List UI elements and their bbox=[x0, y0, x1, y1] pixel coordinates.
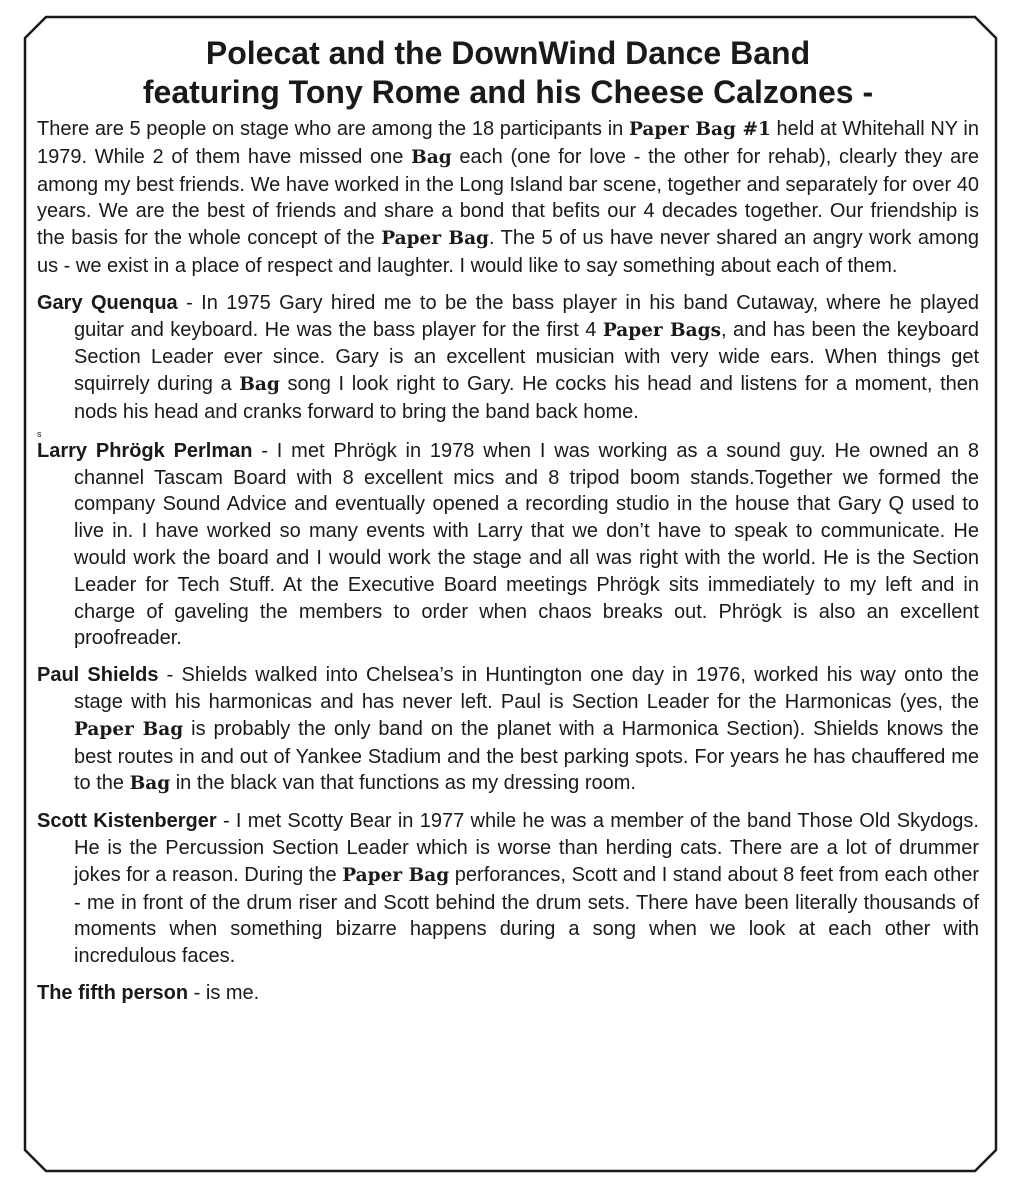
entry-text: - I met Scotty Bear in 1977 while he was a member of the band Those Old Skydogs. He is the Percussion Section Leader which is worse than herding cats. There are a lot of drummer jokes for a reason. During the bbox=[74, 810, 979, 886]
person-name: Paul Shields bbox=[37, 664, 159, 687]
entry-text: - I met Phrögk in 1978 when I was working as a sound guy. He owned an 8 channel Tascam Board with 8 excellent mics and 8 tripod boom stands.Together we formed the company Sound Advice and eventually opened a recording studio in the house that Gary Q used to live in. I have worked so many events with Larry that we don’t have to speak to communicate. He would work the board and I would work the stage and all was right with the world. He is the Section Leader for Tech Stuff. At the Executive Board meetings Phrögk sits immediately to my left and in charge of gaveling the members to order when chaos breaks out. Phrögk is also an excellent proofreader. bbox=[74, 439, 979, 650]
bold-term: Paper Bag bbox=[381, 228, 489, 250]
entry-text: is probably the only band on the planet with a Harmonica Section). Shields knows the best routes in and out of Yankee Stadium and the best parking spots. For years he has chauffered me to the bbox=[74, 717, 979, 795]
intro-text: . The 5 of us have never shared an angry work among us - we exist in a place of respect and laughter. I would like to say something about each of them. bbox=[37, 227, 980, 277]
title-line-2: featuring Tony Rome and his Cheese Calzones - bbox=[142, 74, 874, 110]
person-name: Scott Kistenberger bbox=[37, 810, 217, 833]
entry-text: - In 1975 Gary hired me to be the bass player in his band Cutaway, where he played guitar and keyboard. He was the bass player for the first 4 bbox=[74, 291, 980, 341]
document-body bbox=[37, 34, 979, 1017]
entry-text: - Shields walked into Chelsea’s in Huntington one day in 1976, worked his way onto the stage with his harmonicas and has never left. Paul is Section Leader for the Harmonicas (yes, the bbox=[74, 664, 979, 713]
bold-term: Bag bbox=[129, 773, 171, 795]
person-name: Larry Phrögk Perlman bbox=[37, 439, 253, 462]
entry-gary bbox=[37, 290, 979, 426]
entry-text: , and has been the keyboard Section Leader ever since. Gary is an excellent musician with very wide ears. When things get squirrely during a bbox=[74, 318, 979, 396]
stray-mark: s bbox=[37, 428, 42, 439]
entry-larry bbox=[37, 438, 979, 652]
entry-text: - is me. bbox=[188, 981, 260, 1004]
title-line-1: Polecat and the DownWind Dance Band bbox=[205, 35, 811, 71]
bold-term: Paper Bags bbox=[602, 319, 721, 341]
entry-fifth bbox=[37, 980, 979, 1007]
entry-paul bbox=[37, 662, 979, 798]
intro-paragraph bbox=[37, 116, 979, 280]
entry-text: perforances, Scott and I stand about 8 feet from each other - me in front of the drum riser and Scott behind the drum sets. There have been literally thousands of moments when something bizarre happens during a song when we look at each other with incredulous faces. bbox=[74, 863, 980, 968]
bold-term: Paper Bag bbox=[74, 718, 184, 740]
person-name: The fifth person bbox=[37, 981, 189, 1004]
bold-term: Bag bbox=[239, 374, 280, 396]
person-name: Gary Quenqua bbox=[37, 291, 178, 314]
entry-text: song I look right to Gary. He cocks his head and listens for a moment, then nods his head and cranks forward to bring the band back home. bbox=[74, 373, 979, 423]
intro-text: held at Whitehall NY in 1979. While 2 of them have missed one bbox=[37, 118, 979, 168]
intro-text: each (one for love - the other for rehab), clearly they are among my best friends. We have worked in the Long Island bar scene, together and separately for over 40 years. We are the best of friends and share a bond that befits our 4 decades together. Our friendship is the basis for the whole concept of the bbox=[37, 145, 979, 250]
entry-text: in the black van that functions as my dressing room. bbox=[170, 772, 636, 795]
bold-term: Paper Bag bbox=[342, 864, 450, 886]
intro-text: There are 5 people on stage who are among the 18 participants in bbox=[37, 118, 629, 140]
page-title bbox=[37, 34, 979, 112]
entry-scott bbox=[37, 808, 979, 970]
bold-term: Bag bbox=[411, 146, 452, 168]
bold-term: Paper Bag #1 bbox=[628, 119, 771, 140]
